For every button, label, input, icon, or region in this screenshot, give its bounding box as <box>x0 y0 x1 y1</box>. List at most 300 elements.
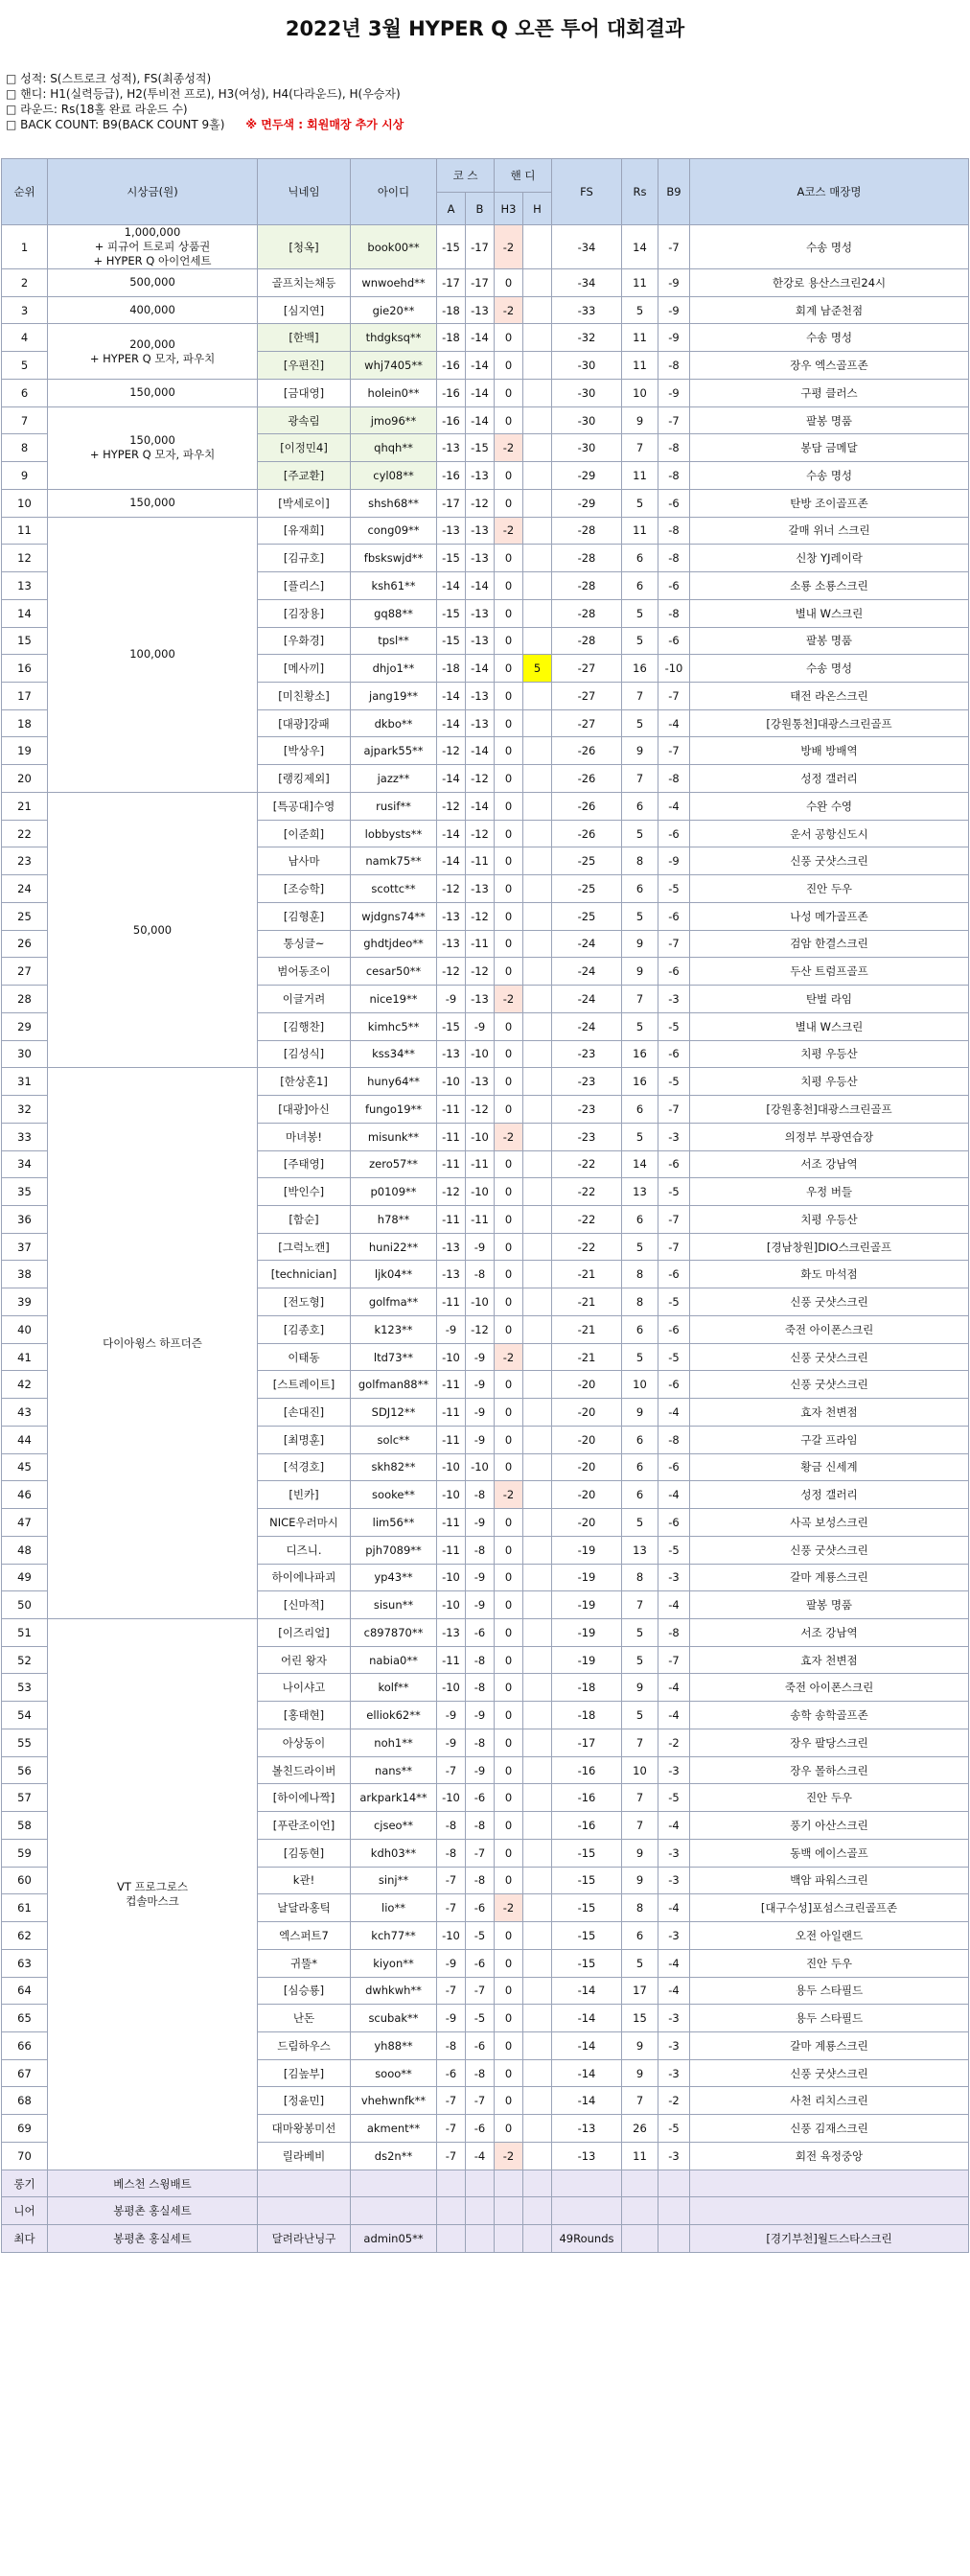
table-row <box>2 296 969 324</box>
rank-cell: 1 <box>2 225 48 269</box>
h-cell <box>523 545 552 572</box>
score-a-cell: -11 <box>437 1371 466 1399</box>
rank-cell: 4 <box>2 324 48 352</box>
b9-cell: -5 <box>658 1178 690 1206</box>
fs-cell: -13 <box>552 2142 622 2170</box>
rs-cell: 5 <box>622 902 658 930</box>
rs-cell: 11 <box>622 2142 658 2170</box>
b9-cell: -2 <box>658 2087 690 2115</box>
note-score: □ 성적: S(스트로크 성적), FS(최종성적) <box>6 72 212 85</box>
score-a-cell: -11 <box>437 1288 466 1316</box>
note-rounds: □ 라운드: Rs(18홀 완료 라운드 수) <box>6 103 188 116</box>
store-cell: 소룡 소룡스크린 <box>690 572 969 600</box>
h-cell <box>523 1564 552 1591</box>
b9-cell: -4 <box>658 1674 690 1702</box>
id-cell: ljk04** <box>351 1261 437 1288</box>
b9-cell: -9 <box>658 269 690 297</box>
score-b-cell: -10 <box>466 1288 495 1316</box>
award-store: [경기부천]월드스타스크린 <box>690 2225 969 2253</box>
score-b-cell: -12 <box>466 1315 495 1343</box>
rank-cell: 30 <box>2 1040 48 1068</box>
rank-cell: 3 <box>2 296 48 324</box>
b9-cell: -3 <box>658 1922 690 1950</box>
id-cell: ltd73** <box>351 1343 437 1371</box>
score-a-cell: -18 <box>437 655 466 683</box>
fs-cell: -18 <box>552 1674 622 1702</box>
h3-cell: 0 <box>495 1756 523 1784</box>
h-cell <box>523 1123 552 1150</box>
score-b-cell: -13 <box>466 599 495 627</box>
rs-cell: 8 <box>622 1894 658 1922</box>
rs-cell: 8 <box>622 847 658 875</box>
b9-cell: -8 <box>658 462 690 490</box>
award-fs <box>552 2197 622 2225</box>
h3-cell: 0 <box>495 737 523 765</box>
score-b-cell: -10 <box>466 1123 495 1150</box>
fs-cell: -21 <box>552 1288 622 1316</box>
store-cell: 장우 엑스골프존 <box>690 352 969 380</box>
rs-cell: 5 <box>622 709 658 737</box>
h3-cell: -2 <box>495 986 523 1013</box>
b9-cell: -6 <box>658 820 690 847</box>
h3-cell: 0 <box>495 572 523 600</box>
prize-cell <box>48 406 258 489</box>
store-cell: 효자 천변점 <box>690 1399 969 1427</box>
prize-cell <box>48 379 258 406</box>
fs-cell: -21 <box>552 1315 622 1343</box>
h3-cell: 0 <box>495 1178 523 1206</box>
header-a: A <box>437 193 466 225</box>
score-b-cell: -9 <box>466 1371 495 1399</box>
h-cell <box>523 225 552 269</box>
score-b-cell: -9 <box>466 1702 495 1729</box>
nickname-cell: NICE우러마시 <box>258 1509 351 1537</box>
b9-cell: -8 <box>658 1618 690 1646</box>
rs-cell: 17 <box>622 1977 658 2005</box>
score-a-cell: -9 <box>437 1949 466 1977</box>
id-cell: vhehwnfk** <box>351 2087 437 2115</box>
rs-cell: 10 <box>622 1756 658 1784</box>
table-row <box>2 324 969 352</box>
nickname-cell: [박세로이] <box>258 489 351 517</box>
rs-cell: 16 <box>622 1040 658 1068</box>
empty-cell <box>658 2197 690 2225</box>
fs-cell: -24 <box>552 930 622 958</box>
score-b-cell: -10 <box>466 1178 495 1206</box>
score-a-cell: -15 <box>437 627 466 655</box>
rank-cell: 40 <box>2 1315 48 1343</box>
id-cell: lio** <box>351 1894 437 1922</box>
h3-cell: 0 <box>495 627 523 655</box>
h-cell <box>523 352 552 380</box>
prize-line: 100,000 <box>129 647 175 661</box>
h-cell <box>523 434 552 462</box>
h3-cell: 0 <box>495 765 523 793</box>
score-a-cell: -7 <box>437 2115 466 2143</box>
h3-cell: 0 <box>495 1839 523 1867</box>
store-cell: 회전 육정중앙 <box>690 2142 969 2170</box>
h-cell <box>523 1288 552 1316</box>
rs-cell: 13 <box>622 1536 658 1564</box>
score-a-cell: -15 <box>437 599 466 627</box>
score-a-cell: -11 <box>437 1150 466 1178</box>
nickname-cell: 어린 왕자 <box>258 1646 351 1674</box>
fs-cell: -27 <box>552 709 622 737</box>
rs-cell: 9 <box>622 737 658 765</box>
prize-cell <box>48 1618 258 2170</box>
h3-cell: 0 <box>495 1674 523 1702</box>
store-cell: 서조 강남역 <box>690 1150 969 1178</box>
b9-cell: -4 <box>658 1591 690 1619</box>
h-cell <box>523 2005 552 2032</box>
fs-cell: -19 <box>552 1536 622 1564</box>
store-cell: 팔봉 명품 <box>690 627 969 655</box>
rs-cell: 9 <box>622 958 658 986</box>
award-id <box>351 2197 437 2225</box>
h-cell <box>523 1756 552 1784</box>
nickname-cell: [심승룡] <box>258 1977 351 2005</box>
score-a-cell: -12 <box>437 958 466 986</box>
store-cell: 성정 갤러리 <box>690 765 969 793</box>
rs-cell: 11 <box>622 269 658 297</box>
nickname-cell: [이즈리얼] <box>258 1618 351 1646</box>
id-cell: book00** <box>351 225 437 269</box>
b9-cell: -7 <box>658 737 690 765</box>
rs-cell: 6 <box>622 545 658 572</box>
nickname-cell: [김장용] <box>258 599 351 627</box>
score-a-cell: -15 <box>437 545 466 572</box>
nickname-cell: 대마왕봉미선 <box>258 2115 351 2143</box>
b9-cell: -7 <box>658 225 690 269</box>
b9-cell: -7 <box>658 683 690 710</box>
rank-cell: 13 <box>2 572 48 600</box>
score-a-cell: -12 <box>437 1178 466 1206</box>
h-cell <box>523 1894 552 1922</box>
rs-cell: 9 <box>622 2032 658 2060</box>
h3-cell: 0 <box>495 820 523 847</box>
prize-cell <box>48 225 258 269</box>
score-b-cell: -11 <box>466 847 495 875</box>
header-h3: H3 <box>495 193 523 225</box>
prize-cell <box>48 517 258 792</box>
score-b-cell: -12 <box>466 902 495 930</box>
rank-cell: 24 <box>2 875 48 903</box>
store-cell: 탄방 조이골프존 <box>690 489 969 517</box>
store-cell: 별내 W스크린 <box>690 1012 969 1040</box>
b9-cell: -4 <box>658 1399 690 1427</box>
b9-cell: -4 <box>658 1949 690 1977</box>
rank-cell: 2 <box>2 269 48 297</box>
h3-cell: 0 <box>495 1812 523 1840</box>
store-cell: [강원홍천]대광스크린골프 <box>690 1096 969 1124</box>
header-fs: FS <box>552 159 622 225</box>
score-a-cell: -6 <box>437 2059 466 2087</box>
id-cell: kolf** <box>351 1674 437 1702</box>
award-store <box>690 2197 969 2225</box>
store-cell: 치평 우등산 <box>690 1068 969 1096</box>
rs-cell: 5 <box>622 599 658 627</box>
rank-cell: 70 <box>2 2142 48 2170</box>
h-cell <box>523 1674 552 1702</box>
rank-cell: 41 <box>2 1343 48 1371</box>
nickname-cell: [심지연] <box>258 296 351 324</box>
score-a-cell: -13 <box>437 434 466 462</box>
h-cell <box>523 1618 552 1646</box>
h-cell <box>523 1012 552 1040</box>
store-cell: 용두 스타필드 <box>690 1977 969 2005</box>
store-cell: 진안 두우 <box>690 875 969 903</box>
id-cell: skh82** <box>351 1453 437 1481</box>
b9-cell: -4 <box>658 1894 690 1922</box>
prize-line: 150,000 <box>129 496 175 510</box>
h-cell <box>523 2142 552 2170</box>
rank-cell: 67 <box>2 2059 48 2087</box>
nickname-cell: [홍태현] <box>258 1702 351 1729</box>
rs-cell: 9 <box>622 930 658 958</box>
h3-cell: 0 <box>495 489 523 517</box>
nickname-cell: 디즈니. <box>258 1536 351 1564</box>
rank-cell: 28 <box>2 986 48 1013</box>
id-cell: shsh68** <box>351 489 437 517</box>
fs-cell: -26 <box>552 737 622 765</box>
score-a-cell: -11 <box>437 1399 466 1427</box>
store-cell: 수송 명성 <box>690 462 969 490</box>
b9-cell: -2 <box>658 1729 690 1756</box>
b9-cell: -5 <box>658 1784 690 1812</box>
h3-cell: 0 <box>495 683 523 710</box>
b9-cell: -3 <box>658 1756 690 1784</box>
fs-cell: -29 <box>552 489 622 517</box>
score-a-cell: -13 <box>437 1040 466 1068</box>
b9-cell: -6 <box>658 489 690 517</box>
score-a-cell: -10 <box>437 1481 466 1509</box>
prize-line: VT 프로그로스 <box>116 1879 189 1893</box>
fs-cell: -25 <box>552 875 622 903</box>
id-cell: holein0** <box>351 379 437 406</box>
rank-cell: 26 <box>2 930 48 958</box>
id-cell: scubak** <box>351 2005 437 2032</box>
prize-cell <box>48 489 258 517</box>
fs-cell: -15 <box>552 1894 622 1922</box>
note-handicap: □ 핸디: H1(실력등급), H2(투비전 프로), H3(여성), H4(다라운드), H(우승자) <box>6 87 401 101</box>
fs-cell: -19 <box>552 1564 622 1591</box>
h-cell <box>523 1784 552 1812</box>
id-cell: rusif** <box>351 792 437 820</box>
h3-cell: 0 <box>495 875 523 903</box>
store-cell: 동백 에이스골프 <box>690 1839 969 1867</box>
score-b-cell: -9 <box>466 1509 495 1537</box>
rs-cell: 9 <box>622 1674 658 1702</box>
rs-cell: 7 <box>622 1812 658 1840</box>
nickname-cell: [랭킹제외] <box>258 765 351 793</box>
header-prize: 시상금(원) <box>48 159 258 225</box>
score-b-cell: -6 <box>466 1784 495 1812</box>
h-cell <box>523 1205 552 1233</box>
fs-cell: -16 <box>552 1756 622 1784</box>
id-cell: cong09** <box>351 517 437 545</box>
rs-cell: 16 <box>622 1068 658 1096</box>
fs-cell: -23 <box>552 1123 622 1150</box>
nickname-cell: 이글거려 <box>258 986 351 1013</box>
score-a-cell: -14 <box>437 683 466 710</box>
nickname-cell: 귀뚤* <box>258 1949 351 1977</box>
score-b-cell: -12 <box>466 958 495 986</box>
rs-cell: 9 <box>622 2059 658 2087</box>
h3-cell: 0 <box>495 1371 523 1399</box>
rank-cell: 68 <box>2 2087 48 2115</box>
h3-cell: 0 <box>495 1096 523 1124</box>
rs-cell: 14 <box>622 225 658 269</box>
rs-cell: 6 <box>622 1315 658 1343</box>
rs-cell: 6 <box>622 1453 658 1481</box>
h3-cell: 0 <box>495 2032 523 2060</box>
rank-cell: 9 <box>2 462 48 490</box>
nickname-cell: [대광]아신 <box>258 1096 351 1124</box>
h-cell <box>523 683 552 710</box>
score-a-cell: -11 <box>437 1123 466 1150</box>
nickname-cell: [금대영] <box>258 379 351 406</box>
score-a-cell: -10 <box>437 1564 466 1591</box>
score-b-cell: -8 <box>466 1536 495 1564</box>
nickname-cell: [김규호] <box>258 545 351 572</box>
tie-note: ※ 면두색 : 회원매장 추가 시상 <box>245 118 404 131</box>
rs-cell: 5 <box>622 1233 658 1261</box>
id-cell: c897870** <box>351 1618 437 1646</box>
rs-cell: 6 <box>622 1096 658 1124</box>
h3-cell: 0 <box>495 1399 523 1427</box>
score-b-cell: -13 <box>466 545 495 572</box>
score-b-cell: -8 <box>466 1674 495 1702</box>
id-cell: tpsl** <box>351 627 437 655</box>
id-cell: namk75** <box>351 847 437 875</box>
h3-cell: 0 <box>495 1288 523 1316</box>
b9-cell: -4 <box>658 792 690 820</box>
h3-cell: 0 <box>495 792 523 820</box>
score-b-cell: -14 <box>466 792 495 820</box>
score-b-cell: -7 <box>466 1839 495 1867</box>
rank-cell: 45 <box>2 1453 48 1481</box>
score-a-cell: -10 <box>437 1674 466 1702</box>
id-cell: kch77** <box>351 1922 437 1950</box>
id-cell: gq88** <box>351 599 437 627</box>
id-cell: elliok62** <box>351 1702 437 1729</box>
fs-cell: -14 <box>552 2005 622 2032</box>
h-cell <box>523 1949 552 1977</box>
h-cell <box>523 1481 552 1509</box>
fs-cell: -19 <box>552 1646 622 1674</box>
store-cell: 효자 천변점 <box>690 1646 969 1674</box>
id-cell: yp43** <box>351 1564 437 1591</box>
h3-cell: 0 <box>495 406 523 434</box>
score-b-cell: -8 <box>466 1646 495 1674</box>
b9-cell: -9 <box>658 379 690 406</box>
fs-cell: -28 <box>552 599 622 627</box>
fs-cell: -20 <box>552 1453 622 1481</box>
h-cell <box>523 1453 552 1481</box>
id-cell: sooke** <box>351 1481 437 1509</box>
h-cell <box>523 2032 552 2060</box>
rs-cell: 5 <box>622 1618 658 1646</box>
table-row <box>2 489 969 517</box>
b9-cell: -6 <box>658 1453 690 1481</box>
rs-cell: 7 <box>622 434 658 462</box>
nickname-cell: 통싱글~ <box>258 930 351 958</box>
nickname-cell: [미친황소] <box>258 683 351 710</box>
score-b-cell: -13 <box>466 517 495 545</box>
h-cell <box>523 1729 552 1756</box>
rs-cell: 14 <box>622 1150 658 1178</box>
award-nickname <box>258 2197 351 2225</box>
header-course: 코 스 <box>437 159 495 193</box>
score-b-cell: -14 <box>466 737 495 765</box>
nickname-cell: [손대진] <box>258 1399 351 1427</box>
nickname-cell: [김형훈] <box>258 902 351 930</box>
h3-cell: -2 <box>495 296 523 324</box>
id-cell: gie20** <box>351 296 437 324</box>
fs-cell: -20 <box>552 1426 622 1453</box>
b9-cell: -8 <box>658 352 690 380</box>
h3-cell: 0 <box>495 379 523 406</box>
rank-cell: 37 <box>2 1233 48 1261</box>
store-cell: 회계 남준천점 <box>690 296 969 324</box>
score-b-cell: -9 <box>466 1756 495 1784</box>
store-cell: 송학 송학골프존 <box>690 1702 969 1729</box>
nickname-cell: [푸란조이언] <box>258 1812 351 1840</box>
store-cell: [강원통천]대광스크린골프 <box>690 709 969 737</box>
score-b-cell: -9 <box>466 1564 495 1591</box>
nickname-cell: [박인수] <box>258 1178 351 1206</box>
score-b-cell: -8 <box>466 1261 495 1288</box>
score-b-cell: -9 <box>466 1591 495 1619</box>
id-cell: k123** <box>351 1315 437 1343</box>
empty-cell <box>495 2170 523 2197</box>
score-b-cell: -9 <box>466 1012 495 1040</box>
b9-cell: -5 <box>658 1343 690 1371</box>
h-cell <box>523 1040 552 1068</box>
score-a-cell: -7 <box>437 1977 466 2005</box>
score-a-cell: -10 <box>437 1784 466 1812</box>
h3-cell: 0 <box>495 958 523 986</box>
fs-cell: -28 <box>552 572 622 600</box>
b9-cell: -9 <box>658 847 690 875</box>
nickname-cell: [특공대]수영 <box>258 792 351 820</box>
prize-line: 200,000 <box>129 337 175 351</box>
rs-cell: 6 <box>622 1205 658 1233</box>
h-cell <box>523 1839 552 1867</box>
nickname-cell: [메사끼] <box>258 655 351 683</box>
rank-cell: 33 <box>2 1123 48 1150</box>
b9-cell: -3 <box>658 1867 690 1894</box>
nickname-cell: 남사마 <box>258 847 351 875</box>
score-b-cell: -8 <box>466 1729 495 1756</box>
award-fs: 49Rounds <box>552 2225 622 2253</box>
b9-cell: -10 <box>658 655 690 683</box>
score-a-cell: -12 <box>437 737 466 765</box>
prize-cell <box>48 792 258 1067</box>
store-cell: 사천 리치스크린 <box>690 2087 969 2115</box>
score-b-cell: -8 <box>466 1481 495 1509</box>
empty-cell <box>466 2197 495 2225</box>
legend-notes <box>6 71 404 132</box>
rank-cell: 32 <box>2 1096 48 1124</box>
store-cell: 봉담 금메달 <box>690 434 969 462</box>
score-b-cell: -14 <box>466 655 495 683</box>
id-cell: golfman88** <box>351 1371 437 1399</box>
score-a-cell: -11 <box>437 1646 466 1674</box>
empty-cell <box>495 2225 523 2253</box>
empty-cell <box>622 2170 658 2197</box>
nickname-cell: [주교환] <box>258 462 351 490</box>
